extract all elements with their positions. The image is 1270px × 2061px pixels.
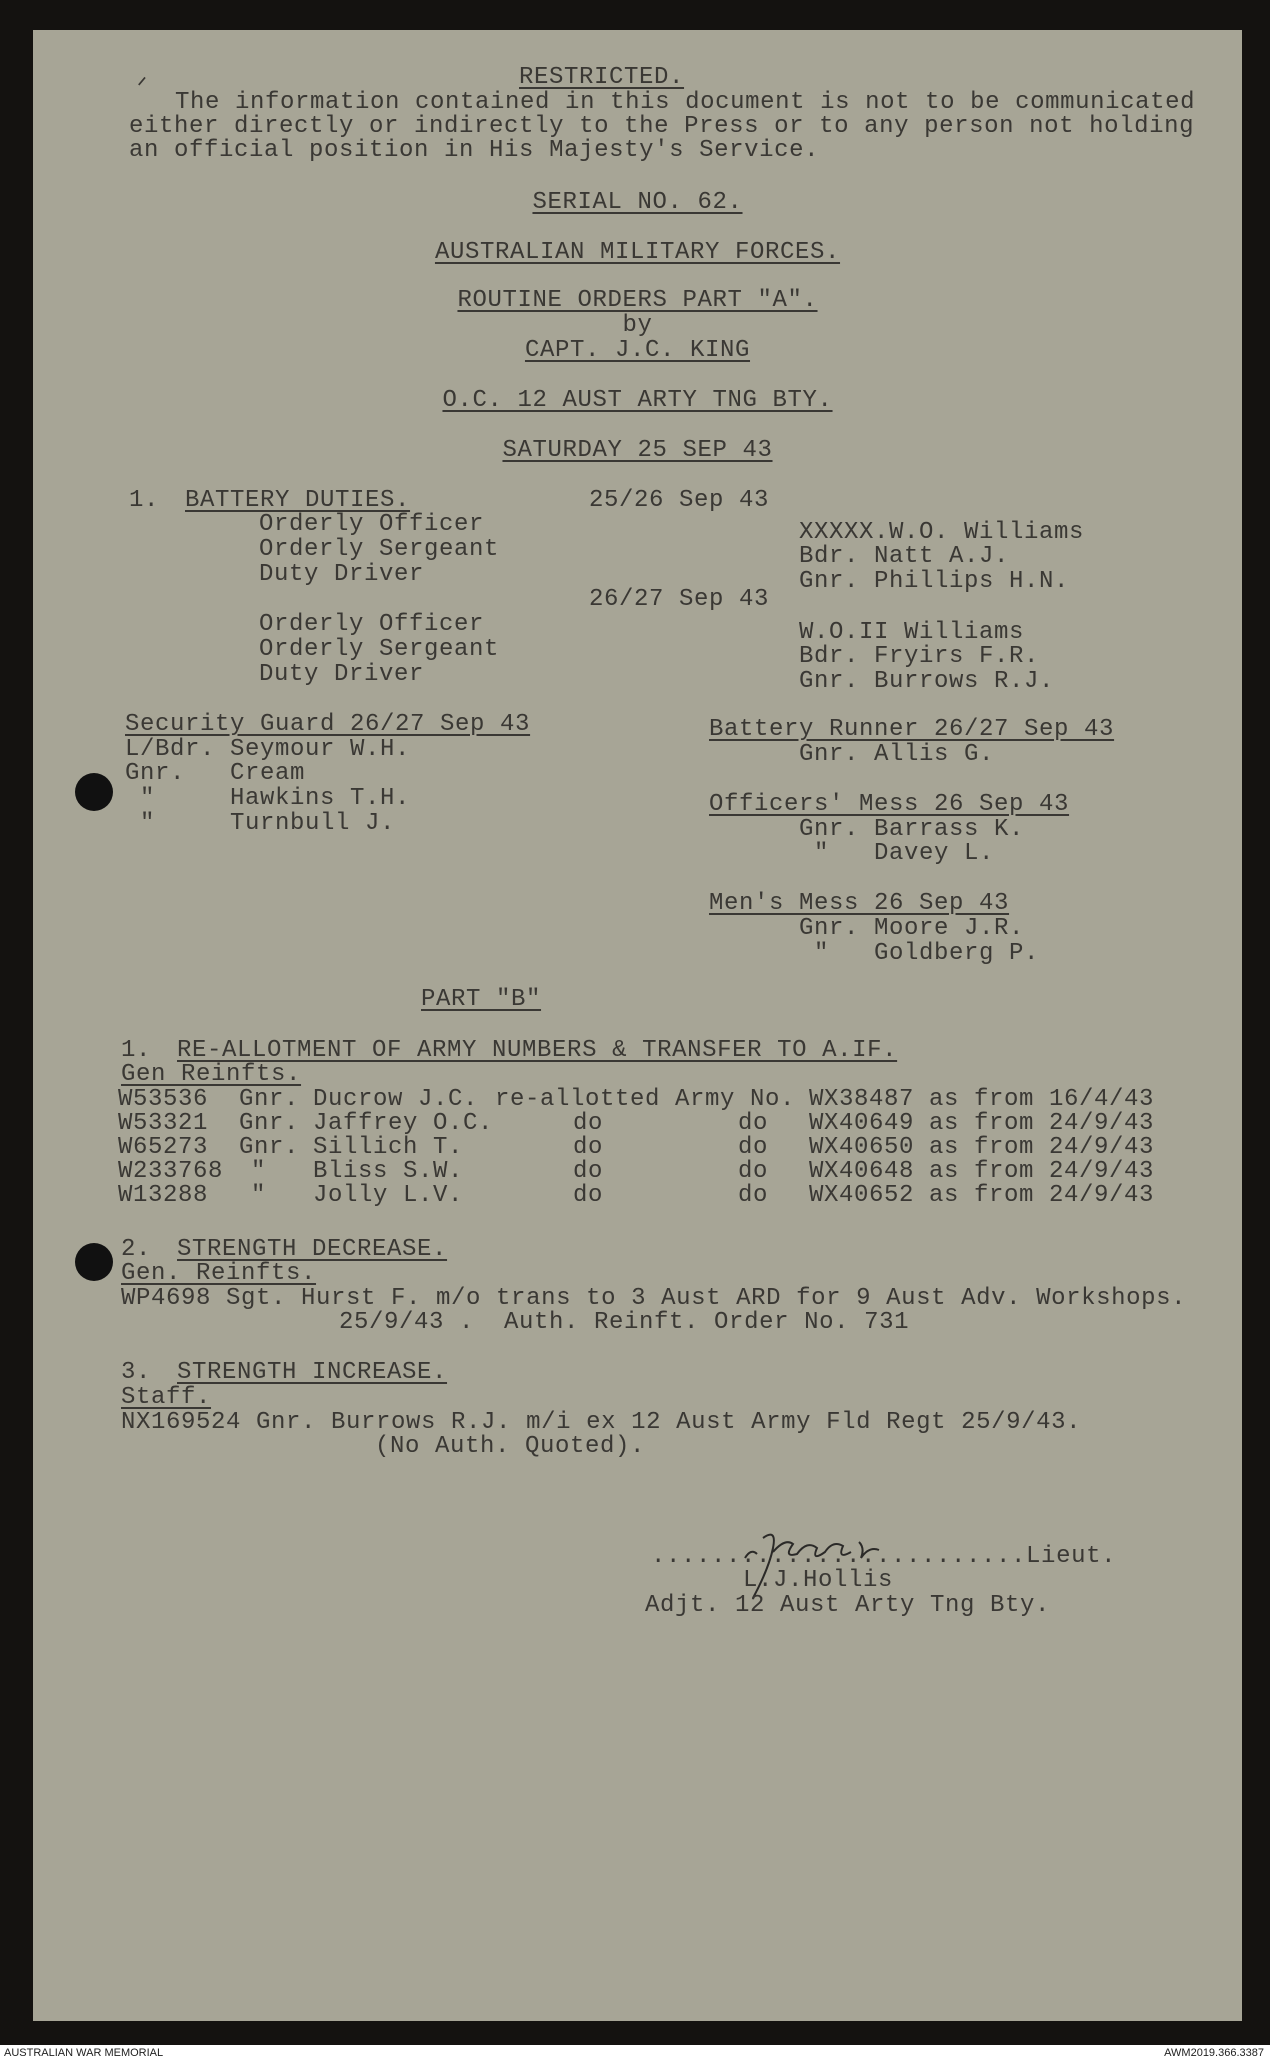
document-page — [33, 30, 1242, 2021]
entry-line: (No Auth. Quoted). — [375, 1433, 646, 1460]
item-number: 3. — [121, 1359, 152, 1386]
notice-line-1: The information contained in this document is not to be communicated — [175, 89, 1196, 116]
mess-member: " Davey L. — [799, 840, 995, 867]
reallotment-title: RE-ALLOTMENT OF ARMY NUMBERS & TRANSFER TO A.IF. — [177, 1037, 898, 1064]
part-b-heading: PART "B" — [421, 986, 542, 1013]
action: do do — [573, 1110, 769, 1137]
duty-period-dates: 25/26 Sep 43 — [589, 487, 770, 514]
entry-line: 25/9/43 . Auth. Reinft. Order No. 731 — [339, 1309, 910, 1336]
item-number: 2. — [121, 1236, 152, 1263]
duty-assignee: Gnr. Burrows R.J. — [799, 668, 1055, 695]
item-subheading: Gen. Reinfts. — [121, 1260, 317, 1287]
duty-period-dates: 26/27 Sep 43 — [589, 586, 770, 613]
rank: Gnr. — [239, 1110, 300, 1137]
punch-hole — [75, 1243, 113, 1281]
runner-member: Gnr. Allis G. — [799, 741, 995, 768]
battery-duties-number: 1. — [129, 487, 160, 514]
rank: " — [251, 1158, 267, 1185]
notice-line-2: either directly or indirectly to the Press or to any person not holding — [129, 113, 1195, 140]
duty-assignee: Bdr. Natt A.J. — [799, 543, 1010, 570]
old-army-number: W13288 — [118, 1182, 209, 1209]
old-army-number: W65273 — [118, 1134, 209, 1161]
new-army-number: WX40648 — [809, 1158, 915, 1185]
item-subheading: Staff. — [121, 1384, 212, 1411]
duty-role: Orderly Sergeant — [259, 636, 500, 663]
new-army-number: WX40649 — [809, 1110, 915, 1137]
serial-number: SERIAL NO. 62. — [532, 189, 743, 216]
mess-member: Gnr. Barrass K. — [799, 816, 1025, 843]
strength-decrease-title: STRENGTH DECREASE. — [177, 1236, 448, 1263]
duty-assignee: Gnr. Phillips H.N. — [799, 568, 1070, 595]
effective-date: as from 24/9/43 — [929, 1182, 1155, 1209]
classification-heading: RESTRICTED. — [519, 64, 685, 91]
old-army-number: W233768 — [118, 1158, 224, 1185]
footer-credit: AUSTRALIAN WAR MEMORIAL — [4, 2047, 164, 2059]
duty-assignee: W.O.II Williams — [799, 619, 1025, 646]
duty-role: Duty Driver — [259, 561, 425, 588]
mess-member: Gnr. Moore J.R. — [799, 915, 1025, 942]
effective-date: as from 24/9/43 — [929, 1134, 1155, 1161]
rank: Gnr. — [239, 1086, 300, 1113]
new-army-number: WX40650 — [809, 1134, 915, 1161]
unit-heading: O.C. 12 AUST ARTY TNG BTY. — [442, 387, 833, 414]
by-line: by — [622, 312, 653, 339]
effective-date: as from 24/9/43 — [929, 1110, 1155, 1137]
new-army-number: WX38487 — [809, 1086, 915, 1113]
action: re-allotted Army No. — [495, 1086, 796, 1113]
guard-member: " Hawkins T.H. — [125, 785, 411, 812]
signatory-name: L.J.Hollis — [743, 1567, 894, 1594]
effective-date: as from 24/9/43 — [929, 1158, 1155, 1185]
order-title: ROUTINE ORDERS PART "A". — [457, 287, 818, 314]
officers-mess-title: Officers' Mess 26 Sep 43 — [709, 791, 1070, 818]
pencil-tick-mark: ᐟ — [137, 75, 148, 102]
new-army-number: WX40652 — [809, 1182, 915, 1209]
duty-role: Orderly Sergeant — [259, 536, 500, 563]
duty-role: Duty Driver — [259, 661, 425, 688]
rank: Gnr. — [239, 1134, 300, 1161]
battery-runner-title: Battery Runner 26/27 Sep 43 — [709, 716, 1115, 743]
guard-member: L/Bdr. Seymour W.H. — [125, 736, 411, 763]
signature-line: .........................Lieut. — [651, 1543, 1117, 1570]
force-heading: AUSTRALIAN MILITARY FORCES. — [434, 239, 841, 266]
security-guard-title: Security Guard 26/27 Sep 43 — [125, 711, 531, 738]
action: do do — [573, 1158, 769, 1185]
action: do do — [573, 1134, 769, 1161]
soldier-name: Jaffrey O.C. — [313, 1110, 494, 1137]
soldier-name: Ducrow J.C. — [313, 1086, 479, 1113]
order-date: SATURDAY 25 SEP 43 — [502, 437, 773, 464]
old-army-number: W53536 — [118, 1086, 209, 1113]
duty-role: Orderly Officer — [259, 511, 485, 538]
punch-hole — [75, 773, 113, 811]
soldier-name: Sillich T. — [313, 1134, 464, 1161]
footer-accession-number: AWM2019.366.3387 — [1164, 2047, 1264, 2059]
battery-duties-title: BATTERY DUTIES. — [185, 487, 411, 514]
guard-member: " Turnbull J. — [125, 810, 396, 837]
duty-role: Orderly Officer — [259, 611, 485, 638]
mens-mess-title: Men's Mess 26 Sep 43 — [709, 890, 1010, 917]
item-subheading: Gen Reinfts. — [121, 1061, 302, 1088]
rank: " — [251, 1182, 267, 1209]
old-army-number: W53321 — [118, 1110, 209, 1137]
guard-member: Gnr. Cream — [125, 760, 306, 787]
action: do do — [573, 1182, 769, 1209]
mess-member: " Goldberg P. — [799, 940, 1040, 967]
item-number: 1. — [121, 1037, 152, 1064]
soldier-name: Bliss S.W. — [313, 1158, 464, 1185]
duty-assignee: Bdr. Fryirs F.R. — [799, 643, 1040, 670]
duty-assignee: XXXXX.W.O. Williams — [799, 519, 1085, 546]
issuing-officer: CAPT. J.C. KING — [524, 337, 751, 364]
soldier-name: Jolly L.V. — [313, 1182, 464, 1209]
entry-line: WP4698 Sgt. Hurst F. m/o trans to 3 Aust ARD for 9 Aust Adv. Workshops. — [121, 1285, 1187, 1312]
signatory-appointment: Adjt. 12 Aust Arty Tng Bty. — [645, 1592, 1051, 1619]
strength-increase-title: STRENGTH INCREASE. — [177, 1359, 448, 1386]
entry-line: NX169524 Gnr. Burrows R.J. m/i ex 12 Aust Army Fld Regt 25/9/43. — [121, 1409, 1082, 1436]
notice-line-3: an official position in His Majesty's Service. — [129, 137, 820, 164]
effective-date: as from 16/4/43 — [929, 1086, 1155, 1113]
